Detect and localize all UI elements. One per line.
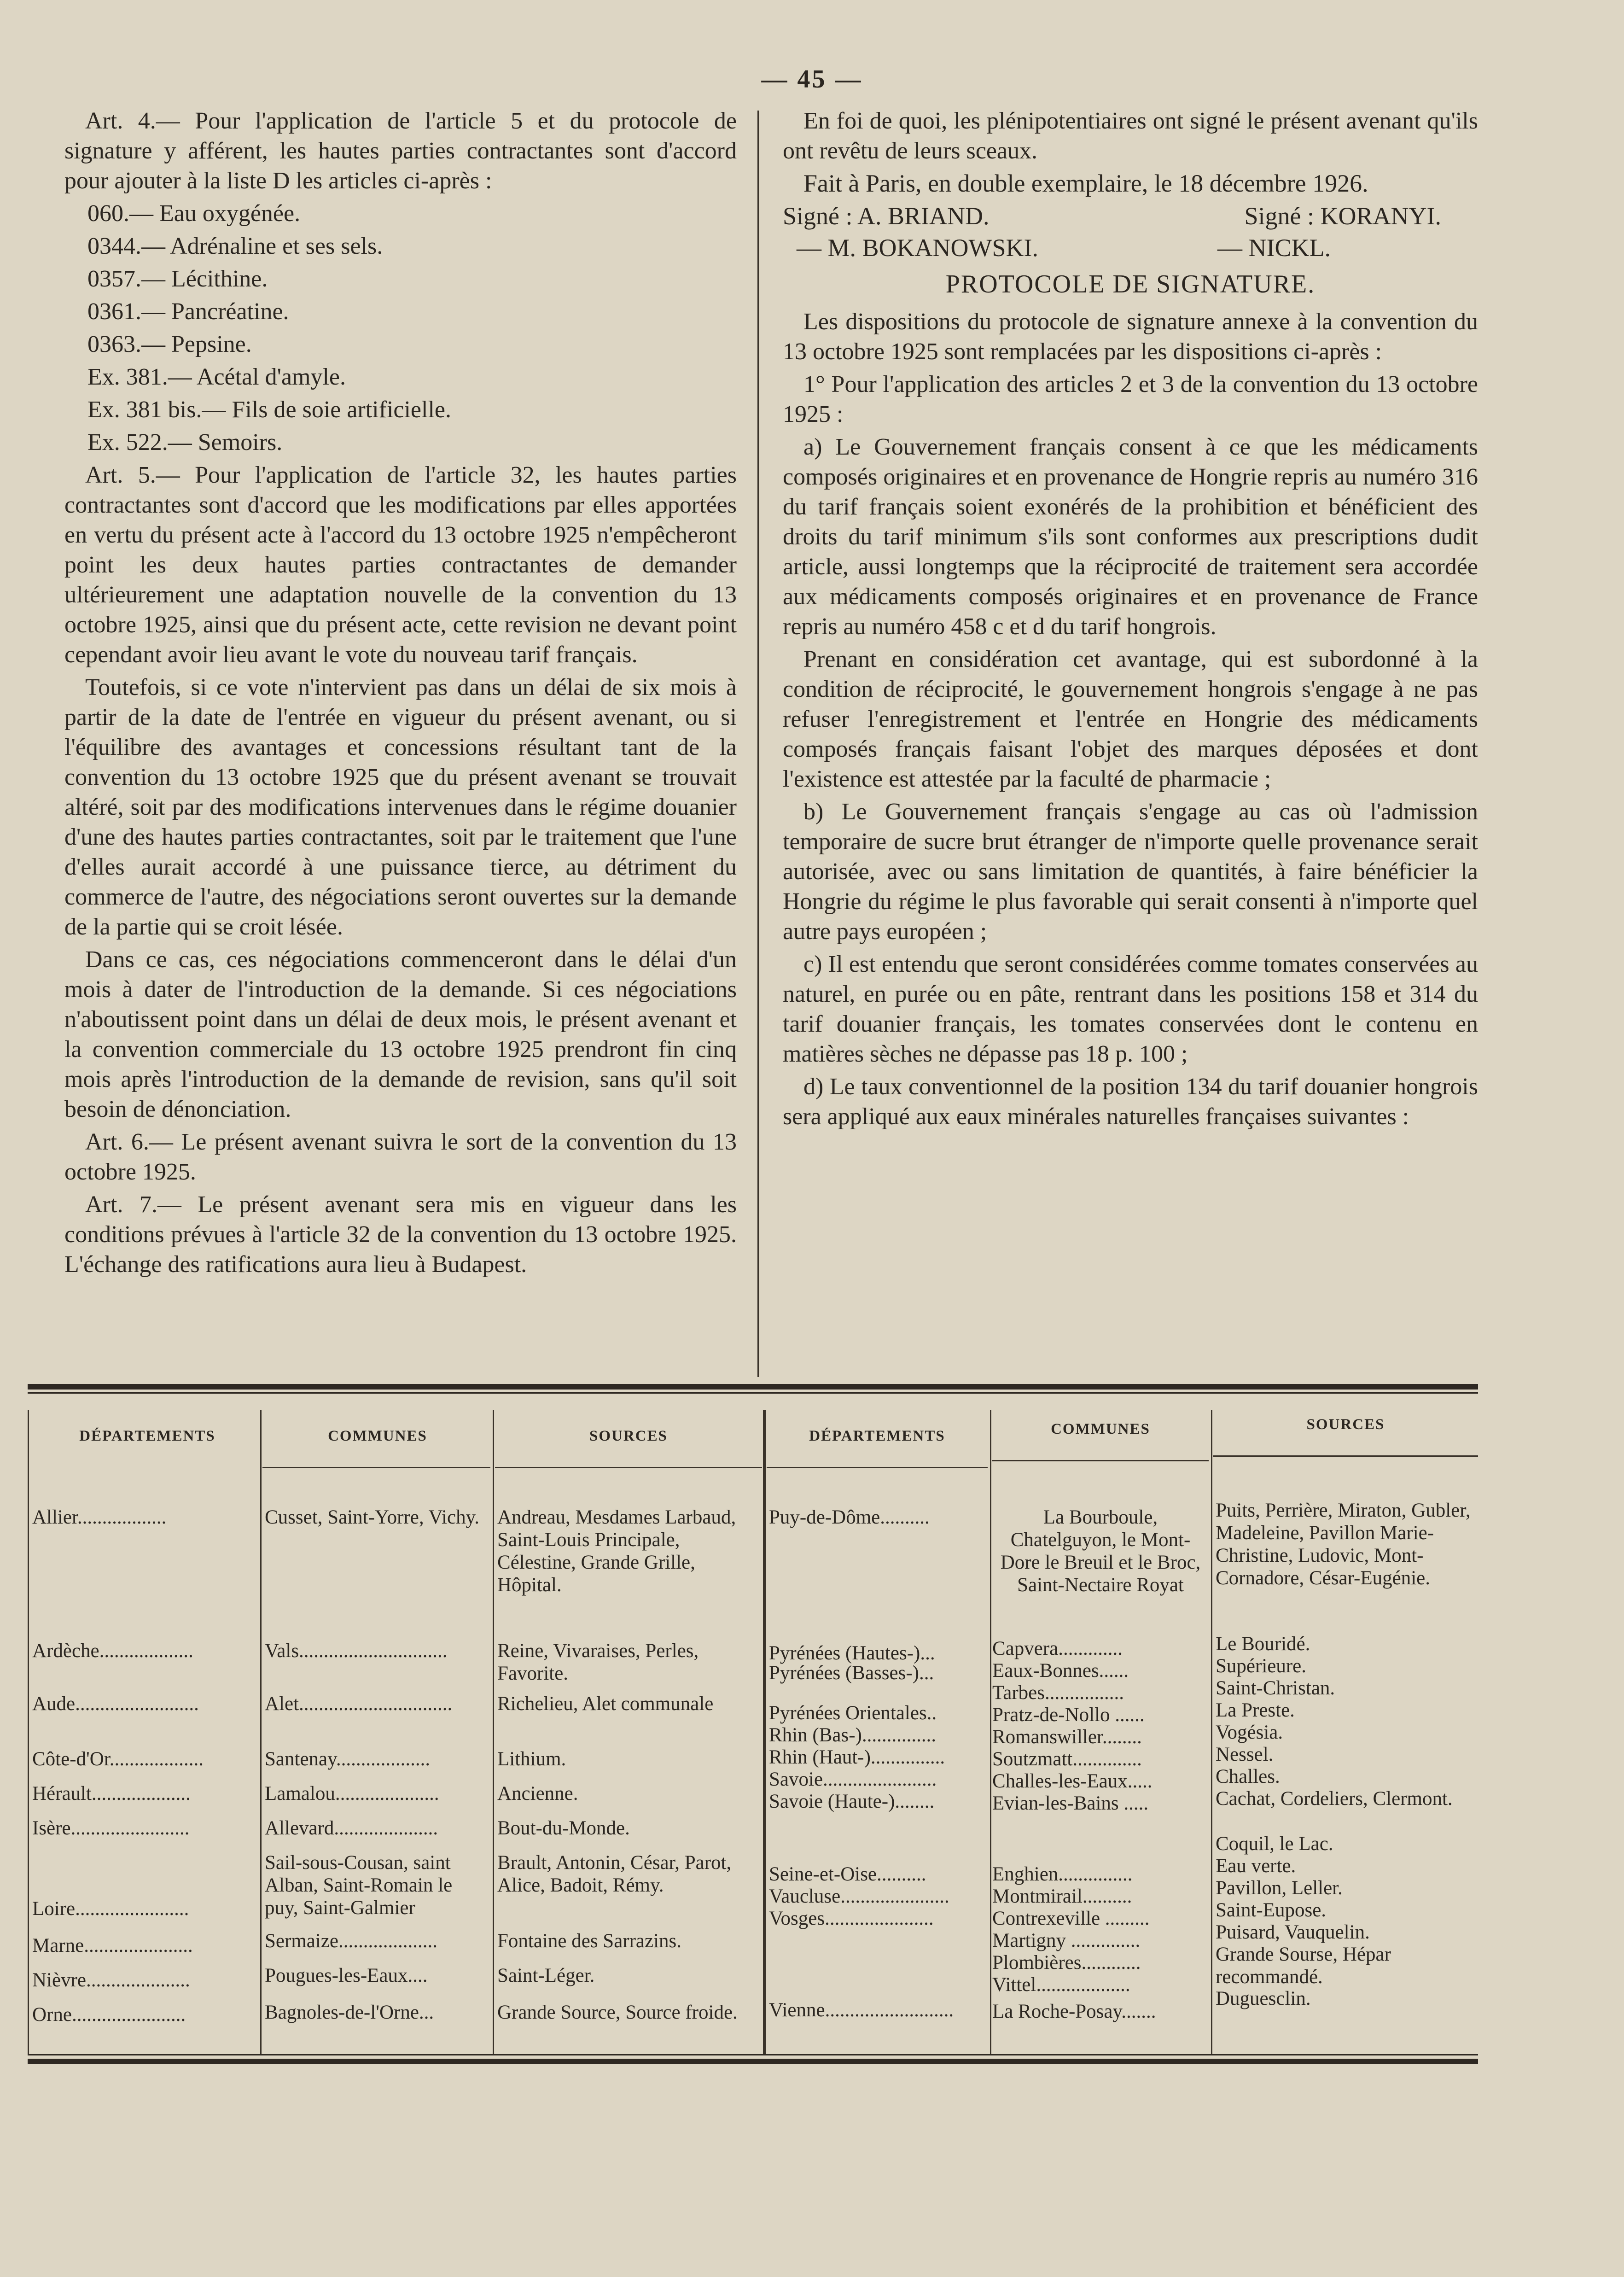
paragraph-a: a) Le Gouvernement français consent à ce que les médicaments composés originaires et en provenance de Hongrie repris au numéro 316 du tarif français soient exonérés de la prohibition et bénéficient des droits du tarif minimum s'ils sont conformes aux prescriptions dudit article, aussi longtemps que la réciprocité de traitement sera accordée aux médicaments composés originaires et en provenance de France repris au numéro 458 c et d du tarif hongrois. (783, 434, 1478, 640)
right-column (783, 106, 1478, 1134)
header-underline (1213, 1455, 1478, 1457)
dept-rhin-haut: Rhin (Haut-)............... (769, 1746, 945, 1768)
header-underline (992, 1460, 1209, 1461)
point-1: 1° Pour l'application des articles 2 et 3 de la convention du 13 octobre 1925 : (783, 371, 1478, 427)
source-coquil: Coquil, le Lac. (1216, 1833, 1333, 1855)
communes-allier: Cusset, Saint-Yorre, Vichy. (265, 1506, 480, 1528)
signature-bokanowski: — M. BOKANOWSKI. (797, 234, 1038, 262)
list-item: Ex. 522.— Semoirs. (87, 429, 283, 455)
signature-row-1 (783, 201, 1478, 231)
source-challes: Challes. (1216, 1766, 1280, 1787)
sources-puy-de-dome: Puits, Perrière, Miraton, Gubler, Madeleine, Pavillon Marie-Christine, Ludovic, Mont-Cornadore, César-Eugénie. (1216, 1500, 1471, 1589)
left-column (64, 106, 737, 1282)
dept-seine-et-oise: Seine-et-Oise.......... (769, 1863, 926, 1885)
commune-enghien: Enghien............... (992, 1863, 1133, 1885)
commune-evian-les-bains: Evian-les-Bains ..... (992, 1792, 1149, 1814)
list-item: 0344.— Adrénaline et ses sels. (87, 233, 383, 259)
art4-list (64, 199, 737, 457)
commune-contrexeville: Contrexeville ......... (992, 1908, 1150, 1929)
table-bottom-rule-thin (28, 2054, 1478, 2055)
commune-tarbes: Tarbes................ (992, 1682, 1124, 1704)
source-grande-sourse: Grande Sourse, Hépar recommandé. (1216, 1944, 1391, 1988)
source-vogesia: Vogésia. (1216, 1722, 1283, 1743)
dept-savoie: Savoie....................... (769, 1769, 937, 1790)
header-departements: DÉPARTEMENTS (79, 1428, 215, 1444)
header-communes: COMMUNES (328, 1428, 427, 1444)
column-divider (757, 111, 759, 1377)
dept-ardeche: Ardèche................... (32, 1640, 193, 1662)
header-communes-right: COMMUNES (1051, 1421, 1150, 1437)
table-bottom-rule (28, 2059, 1478, 2064)
source-saint-christan: Saint-Christan. (1216, 1677, 1335, 1699)
table-border-left (28, 1410, 29, 2055)
paragraph-b: b) Le Gouvernement français s'engage au cas où l'admission temporaire de sucre brut étranger de n'importe quelle provenance serait autorisée, avec ou sans limitation de quantités, à faire bénéficier la Hongrie du régime le plus favorable qui serait consenti à n'importe quel autre pays européen ; (783, 799, 1478, 945)
sources-aude: Richelieu, Alet communale (497, 1693, 714, 1715)
table-top-rule-thin (28, 1392, 1478, 1394)
list-item: Ex. 381.— Acétal d'amyle. (87, 364, 346, 390)
art5-paragraph-2: Toutefois, si ce vote n'intervient pas dans un délai de six mois à partir de la date de l'entrée en vigueur du présent avenant, ou si l'équilibre des avantages et concessions résultant tant de la convention du 13 octobre 1925 que du présent avenant se trouvait altéré, soit par des modifications intervenues dans le régime douanier d'une des hautes parties contractantes, soit par le traitement que l'une d'elles aurait accordé à une puissance tierce, au détriment du commerce de l'autre, des négociations seront ouvertes sur la demande de la partie qui se croit lésée. (64, 674, 737, 940)
protocol-intro: Les dispositions du protocole de signature annexe à la convention du 13 octobre 1925 sont remplacées par les dispositions ci-après : (783, 309, 1478, 365)
dept-aude: Aude......................... (32, 1693, 199, 1715)
signature-nickl: — NICKL. (1217, 234, 1331, 262)
place-date: Fait à Paris, en double exemplaire, le 18 décembre 1926. (803, 169, 1368, 197)
commune-romanswiller: Romanswiller........ (992, 1726, 1142, 1748)
communes-puy-de-dome: La Bourboule, Chatelguyon, le Mont-Dore le Breuil et le Broc, Saint-Nectaire Royat (1000, 1506, 1201, 1596)
art5-paragraph-1: Art. 5.— Pour l'application de l'article 32, les hautes parties contractantes sont d'accord que les modifications par elles apportées en vertu du présent acte à l'accord du 13 octobre 1925 n'empêcheront point les deux hautes parties contractantes de demander ultérieurement une adaptation nouvelle de la convention du 13 octobre 1925, ainsi que du présent acte, cette revision ne devant point cependant avoir lieu avant le vote du nouveau tarif français. (64, 462, 737, 668)
table-center-rule (763, 1410, 766, 2055)
source-la-preste: La Preste. (1216, 1699, 1295, 1721)
commune-soutzmatt: Soutzmatt.............. (992, 1748, 1142, 1770)
commune-eaux-bonnes: Eaux-Bonnes...... (992, 1660, 1129, 1681)
table-column-rule (990, 1410, 991, 2055)
sources-allier: Andreau, Mesdames Larbaud, Saint-Louis Principale, Célestine, Grande Grille, Hôpital. (497, 1506, 736, 1596)
list-item: 0361.— Pancréatine. (87, 298, 289, 325)
commune-pratz-de-nollo: Pratz-de-Nollo ...... (992, 1704, 1145, 1726)
list-item: 060.— Eau oxygénée. (87, 200, 301, 227)
dept-savoie-haute: Savoie (Haute-)........ (769, 1791, 935, 1812)
sources-isere: Bout-du-Monde. (497, 1817, 630, 1839)
signature-koranyi: Signé : KORANYI. (1244, 202, 1441, 230)
sources-herault: Ancienne. (497, 1783, 578, 1804)
paragraph-a-continued: Prenant en considération cet avantage, qui est subordonné à la condition de réciprocité, le gouvernement hongrois s'engage à ne pas refuser l'enregistrement et l'entrée en Hongrie des médicaments composés français faisant l'objet des marques déposées et dont l'existence est attestée par la faculté de pharmacie ; (783, 646, 1478, 792)
signature-briand: Signé : A. BRIAND. (783, 202, 990, 230)
dept-puy-de-dome: Puy-de-Dôme.......... (769, 1506, 930, 1528)
communes-aude: Alet............................... (265, 1693, 453, 1715)
sources-cote-d-or: Lithium. (497, 1748, 566, 1770)
dept-rhin-bas: Rhin (Bas-)............... (769, 1724, 937, 1746)
dept-cote-d-or: Côte-d'Or................... (32, 1748, 204, 1770)
sources-ardeche: Reine, Vivaraises, Perles, Favorite. (497, 1640, 699, 1684)
dept-orne: Orne....................... (32, 2004, 186, 2026)
dept-loire: Loire....................... (32, 1898, 189, 1920)
communes-herault: Lamalou..................... (265, 1783, 439, 1804)
paragraph-c: c) Il est entendu que seront considérées comme tomates conservées au naturel, en purée ou en pâte, rentrant dans les positions 158 et 314 du tarif douanier français, les tomates conservées dont le contenu en matières sèches ne dépasse pas 18 p. 100 ; (783, 951, 1478, 1067)
dept-pyrenees-basses: Pyrénées (Basses-)... (769, 1662, 934, 1684)
header-sources-right: SOURCES (1306, 1416, 1385, 1433)
table-column-rule (493, 1410, 494, 2055)
header-underline (262, 1467, 490, 1468)
source-eau-verte: Eau verte. (1216, 1855, 1296, 1877)
dept-herault: Hérault.................... (32, 1783, 191, 1804)
sources-orne: Grande Source, Source froide. (497, 2002, 738, 2023)
list-item: Ex. 381 bis.— Fils de soie artificielle. (87, 397, 451, 423)
source-nessel: Nessel. (1216, 1744, 1274, 1765)
header-departements-right: DÉPARTEMENTS (809, 1428, 945, 1444)
source-saint-eupose: Saint-Eupose. (1216, 1899, 1327, 1921)
communes-loire: Sail-sous-Cousan, saint Alban, Saint-Romain le puy, Saint-Galmier (265, 1852, 453, 1919)
communes-marne: Sermaize.................... (265, 1930, 437, 1952)
sources-loire: Brault, Antonin, César, Parot, Alice, Badoit, Rémy. (497, 1852, 732, 1896)
dept-isere: Isère........................ (32, 1817, 190, 1839)
dept-nievre: Nièvre..................... (32, 1969, 190, 1991)
commune-la-roche-posay: La Roche-Posay....... (992, 2001, 1156, 2022)
communes-cote-d-or: Santenay................... (265, 1748, 431, 1770)
commune-vittel: Vittel................... (992, 1974, 1130, 1996)
commune-martigny: Martigny .............. (992, 1930, 1141, 1951)
communes-orne: Bagnoles-de-l'Orne... (265, 2002, 434, 2023)
signature-row-2 (783, 233, 1478, 263)
art7-paragraph: Art. 7.— Le présent avenant sera mis en vigueur dans les conditions prévues à l'article 32 de la convention du 13 octobre 1925. L'échange des ratifications aura lieu à Budapest. (64, 1191, 737, 1278)
source-puisard: Puisard, Vauquelin. (1216, 1921, 1370, 1943)
communes-ardeche: Vals.............................. (265, 1640, 448, 1662)
closing-paragraph: En foi de quoi, les plénipotentiaires ont signé le présent avenant qu'ils ont revêtu de leurs sceaux. (783, 108, 1478, 164)
art6-paragraph: Art. 6.— Le présent avenant suivra le sort de la convention du 13 octobre 1925. (64, 1129, 737, 1185)
dept-vienne: Vienne.......................... (769, 1999, 954, 2021)
commune-challes-les-eaux: Challes-les-Eaux..... (992, 1770, 1153, 1792)
page-number: — 45 — (761, 65, 863, 93)
art4-intro: Art. 4.— Pour l'application de l'article 5 et du protocole de signature y afférent, les hautes parties contractantes sont d'accord pour ajouter à la liste D les articles ci-après : (64, 108, 737, 194)
table-top-rule (28, 1384, 1478, 1390)
source-superieure: Supérieure. (1216, 1655, 1307, 1677)
sources-marne: Fontaine des Sarrazins. (497, 1930, 682, 1952)
communes-nievre: Pougues-les-Eaux.... (265, 1965, 428, 1986)
header-underline (767, 1467, 988, 1468)
dept-marne: Marne...................... (32, 1935, 193, 1956)
header-sources: SOURCES (589, 1428, 668, 1444)
communes-isere: Allevard..................... (265, 1817, 438, 1839)
source-le-bouride: Le Bouridé. (1216, 1633, 1310, 1655)
dept-vosges: Vosges...................... (769, 1908, 934, 1929)
protocol-title: PROTOCOLE DE SIGNATURE. (945, 270, 1315, 298)
sources-nievre: Saint-Léger. (497, 1965, 595, 1986)
art5-paragraph-3: Dans ce cas, ces négociations commenceront dans le délai d'un mois à dater de l'introduction de la demande. Si ces négociations n'aboutissent point dans un délai de deux mois, le présent avenant et la convention commerciale du 13 octobre 1925 prendront fin cinq mois après l'introduction de la demande de revision, sans qu'il soit besoin de dénonciation. (64, 946, 737, 1122)
list-item: 0363.— Pepsine. (87, 331, 252, 357)
mineral-waters-table (28, 1384, 1478, 2068)
paragraph-d: d) Le taux conventionnel de la position 134 du tarif douanier hongrois sera appliqué aux eaux minérales naturelles françaises suivantes : (783, 1074, 1478, 1130)
source-cachat: Cachat, Cordeliers, Clermont. (1216, 1788, 1453, 1810)
dept-pyrenees-orientales: Pyrénées Orientales.. (769, 1702, 937, 1724)
source-duguesclin: Duguesclin. (1216, 1988, 1311, 2009)
commune-montmirail: Montmirail.......... (992, 1886, 1132, 1907)
commune-capvera: Capvera............. (992, 1638, 1123, 1659)
dept-allier: Allier.................. (32, 1506, 167, 1528)
header-underline (495, 1467, 762, 1468)
source-pavillon: Pavillon, Leller. (1216, 1877, 1343, 1899)
dept-pyrenees-hautes: Pyrénées (Hautes-)... (769, 1642, 935, 1664)
table-column-rule (260, 1410, 262, 2055)
dept-vaucluse: Vaucluse...................... (769, 1886, 949, 1907)
list-item: 0357.— Lécithine. (87, 266, 268, 292)
commune-plombieres: Plombières............ (992, 1952, 1141, 1973)
table-column-rule (1211, 1410, 1212, 2055)
